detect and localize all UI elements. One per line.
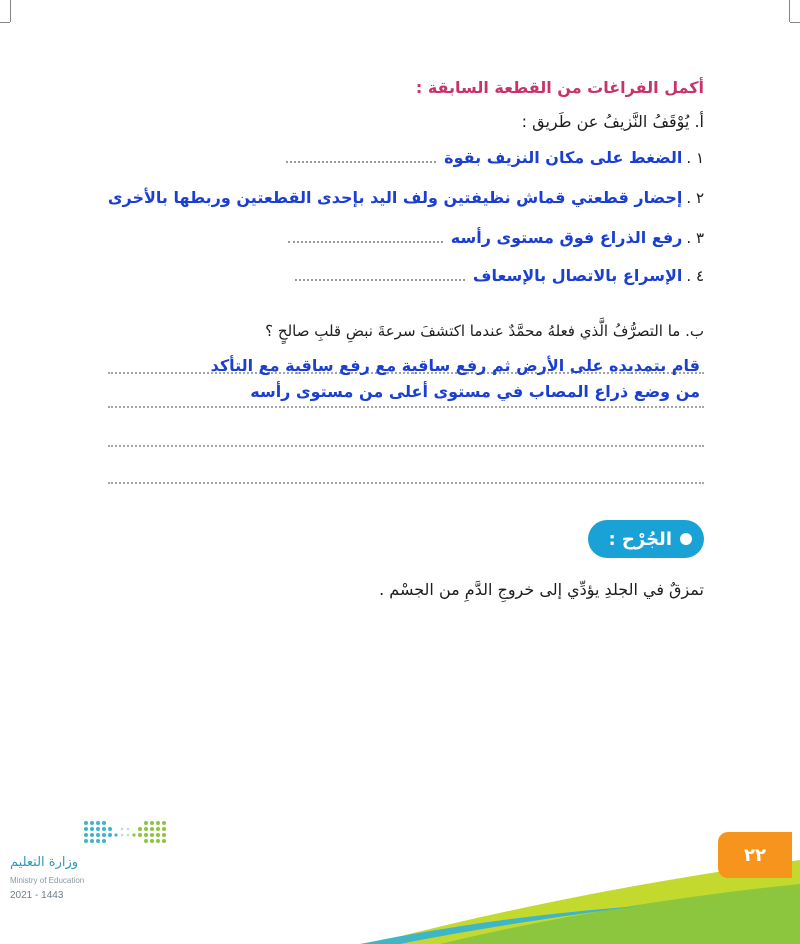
answer-text: إحضار قطعتي قماش نظيفتين ولف اليد بإحدى القطعتين وربطها بالأخرى: [107, 188, 683, 207]
answer-blank-line: [108, 445, 704, 447]
answer-row-3: [288, 228, 704, 247]
ministry-name-ar: وزارة التعليم: [10, 855, 79, 870]
ministry-name-en: Ministry of Education: [10, 876, 85, 885]
crop-mark-left: [10, 0, 11, 22]
answer-number: ٢ .: [686, 189, 704, 207]
question-b: ب. ما التصرُّفُ الَّذي فعلهُ محمَّدٌ عندما اكتشفَ سرعةَ نبضِ قلبِ صالحٍ ؟: [265, 322, 704, 340]
answer-blank-line: [108, 406, 704, 408]
answer-blank-line: [288, 241, 443, 243]
decorative-swoosh: [0, 860, 800, 944]
answer-blank-line: [108, 482, 704, 484]
section-title: أكمل الفراغات من القطعة السابقة :: [415, 78, 704, 97]
term-definition: تمزقٌ في الجلدِ يؤدِّي إلى خروجِ الدَّمِ من الجسْم .: [379, 580, 704, 599]
answer-text: الإسراع بالاتصال بالإسعاف: [472, 266, 683, 285]
term-label: الجُرْح :: [608, 528, 672, 550]
answer-text: رفع الذراع فوق مستوى رأسه: [450, 228, 683, 247]
crop-mark-right-h: [790, 22, 800, 23]
answer-row-1: [286, 148, 704, 167]
answer-blank-line: [286, 161, 436, 163]
answer-text: الضغط على مكان النزيف بقوة: [444, 148, 683, 167]
answer-b-line-1: قام بتمديده على الأرض ثم رفع ساقية مع رفع ساقية مع التأكد: [210, 356, 700, 375]
answer-row-2: [108, 188, 704, 207]
question-a: أ. يُوْقَفُ النَّزيفُ عن طَريق :: [521, 112, 704, 131]
crop-mark-right: [789, 0, 790, 22]
answer-blank-line: [295, 279, 465, 281]
answer-number: ٣ .: [686, 229, 704, 247]
answer-b-line-2: من وضع ذراع المصاب في مستوى أعلى من مستوى رأسه: [250, 382, 700, 401]
answer-row-4: [295, 266, 704, 285]
ministry-year: 2021 - 1443: [10, 890, 64, 901]
bullet-icon: [680, 533, 692, 545]
page-number: ٢٢: [718, 832, 792, 878]
term-badge: [588, 520, 704, 558]
answer-number: ١ .: [686, 149, 704, 167]
crop-mark-left-h: [0, 22, 10, 23]
answer-number: ٤ .: [686, 267, 704, 285]
